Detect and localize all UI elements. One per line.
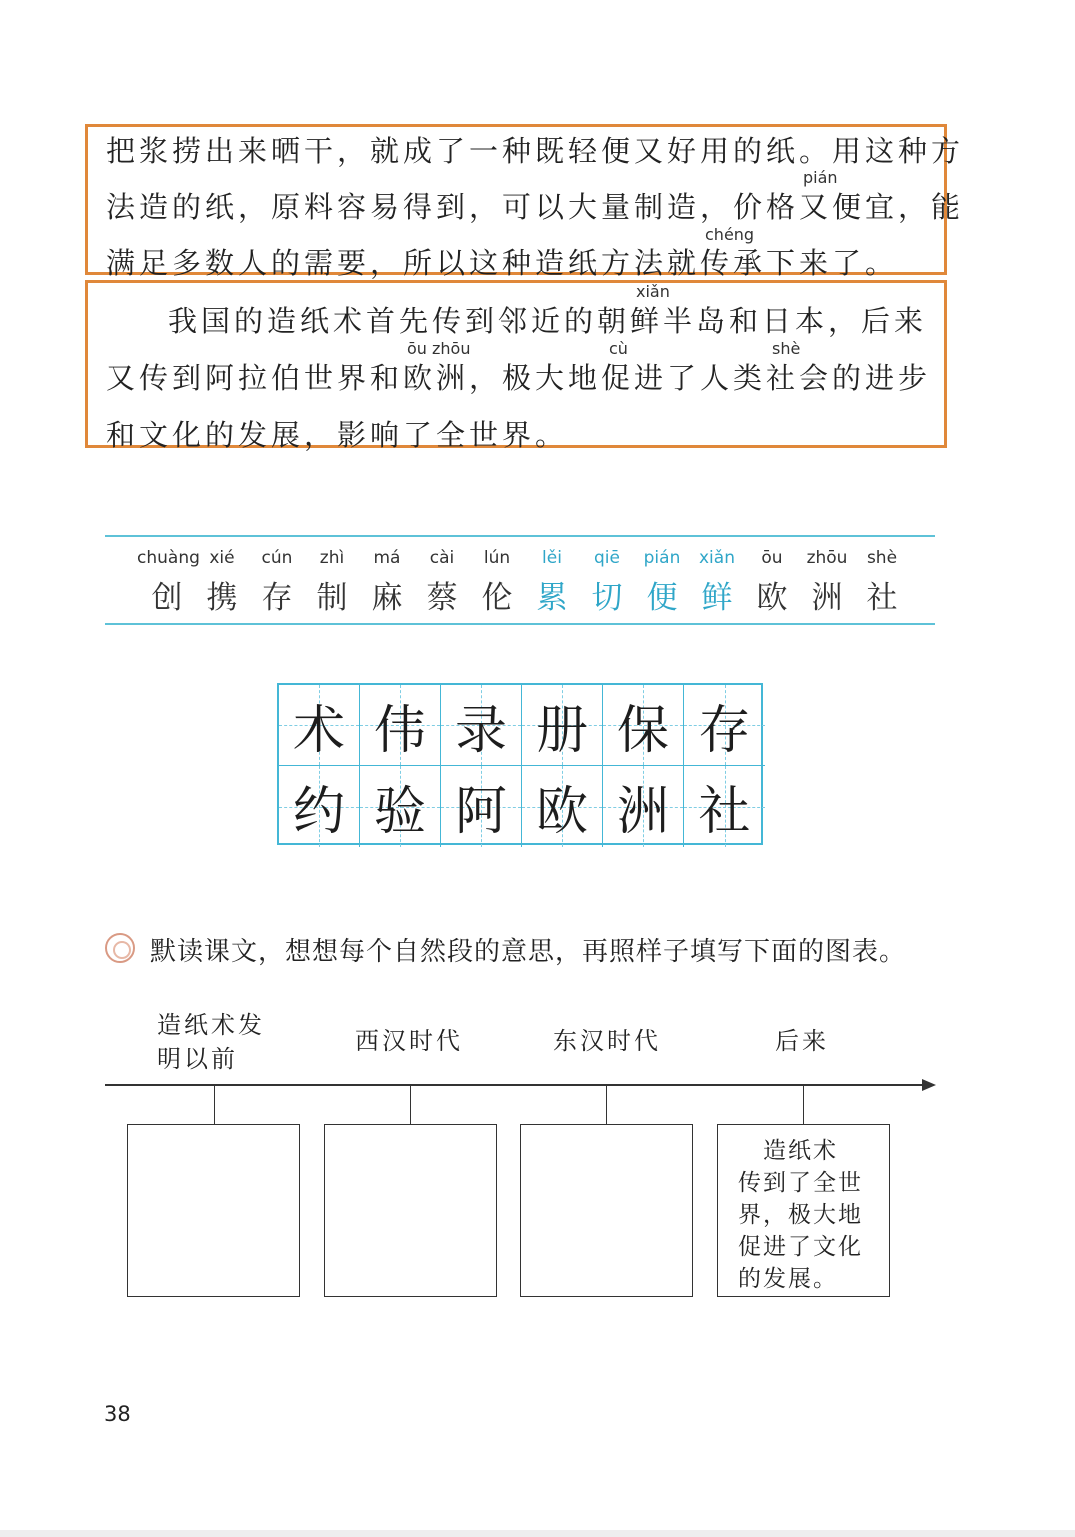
timeline-tick [606, 1085, 607, 1125]
exercise-instruction: 默读课文，想想每个自然段的意思，再照样子填写下面的图表。 [150, 937, 907, 967]
vocab-item-highlight: lěi 累 [536, 548, 568, 616]
vocab-item: xié 携 [206, 548, 238, 616]
passage-line: 我国的造纸术首先传到邻近的朝鲜半岛和日本，后来 [168, 304, 928, 338]
vocab-item: shè 社 [866, 548, 898, 616]
vocab-item: chuàng 创 [137, 548, 200, 616]
grid-cell: 约 [279, 766, 360, 847]
answer-box-before[interactable] [127, 1124, 300, 1297]
ruby-xian: xiǎn [636, 282, 670, 301]
grid-cell: 验 [360, 766, 441, 847]
vocab-item: cài 蔡 [426, 548, 458, 616]
ruby-cheng: chéng [705, 225, 755, 244]
ruby-she: shè [772, 339, 801, 358]
vocab-item-highlight: pián 便 [643, 548, 681, 616]
passage-box-2 [85, 280, 947, 452]
timeline-tick [214, 1085, 215, 1125]
passage-line: 满足多数人的需要，所以这种造纸方法就传承下来了。 [106, 246, 899, 280]
vocab-item: lún 伦 [481, 548, 513, 616]
grid-cell: 社 [684, 766, 765, 847]
passage-line: 又传到阿拉伯世界和欧洲，极大地促进了人类社会的进步 [106, 361, 932, 395]
passage-line: 把浆捞出来晒干，就成了一种既轻便又好用的纸。用这种方 [106, 134, 965, 168]
grid-cell: 欧 [522, 766, 603, 847]
vocab-item: zhì 制 [316, 548, 348, 616]
timeline-tick [803, 1085, 804, 1125]
grid-cell: 册 [522, 685, 603, 766]
passage-line: 法造的纸，原料容易得到，可以大量制造，价格又便宜，能 [106, 190, 965, 224]
ruby-ouzhou: ōu zhōu [407, 339, 471, 358]
exercise-circle-icon [105, 933, 135, 963]
vocab-item: cún 存 [261, 548, 293, 616]
timeline-label-eastern-han: 东汉时代 [553, 1027, 661, 1055]
arrow-right-icon [922, 1079, 936, 1091]
vocab-bottom-line [105, 623, 935, 625]
example-box-later [717, 1124, 890, 1297]
passage-line: 和文化的发展，影响了全世界。 [106, 418, 569, 452]
ruby-cu: cù [609, 339, 628, 358]
grid-cell: 洲 [603, 766, 684, 847]
grid-cell: 录 [441, 685, 522, 766]
vocab-item: zhōu 洲 [806, 548, 848, 616]
grid-cell: 术 [279, 685, 360, 766]
vocab-item-highlight: qiē 切 [591, 548, 623, 616]
vocab-item: má 麻 [371, 548, 403, 616]
writing-grid [277, 683, 763, 845]
timeline-label-later: 后来 [775, 1027, 829, 1055]
grid-cell: 存 [684, 685, 765, 766]
page-bottom-strip [0, 1530, 1075, 1537]
vocab-top-line [105, 535, 935, 537]
vocab-item-highlight: xiǎn 鲜 [699, 548, 735, 616]
timeline-label-before: 造纸术发 明以前 [157, 1011, 265, 1073]
answer-box-western-han[interactable] [324, 1124, 497, 1297]
grid-cell: 伟 [360, 685, 441, 766]
timeline-tick [410, 1085, 411, 1125]
example-text: 造纸术 传到了全世 界，极大地 促进了文化 的发展。 [738, 1138, 863, 1292]
vocab-item: ōu 欧 [756, 548, 788, 616]
page-number: 38 [104, 1402, 131, 1426]
answer-box-eastern-han[interactable] [520, 1124, 693, 1297]
grid-cell: 保 [603, 685, 684, 766]
timeline-label-western-han: 西汉时代 [355, 1027, 463, 1055]
passage-box-1 [85, 124, 965, 280]
grid-cell: 阿 [441, 766, 522, 847]
ruby-pian: pián [803, 168, 838, 187]
